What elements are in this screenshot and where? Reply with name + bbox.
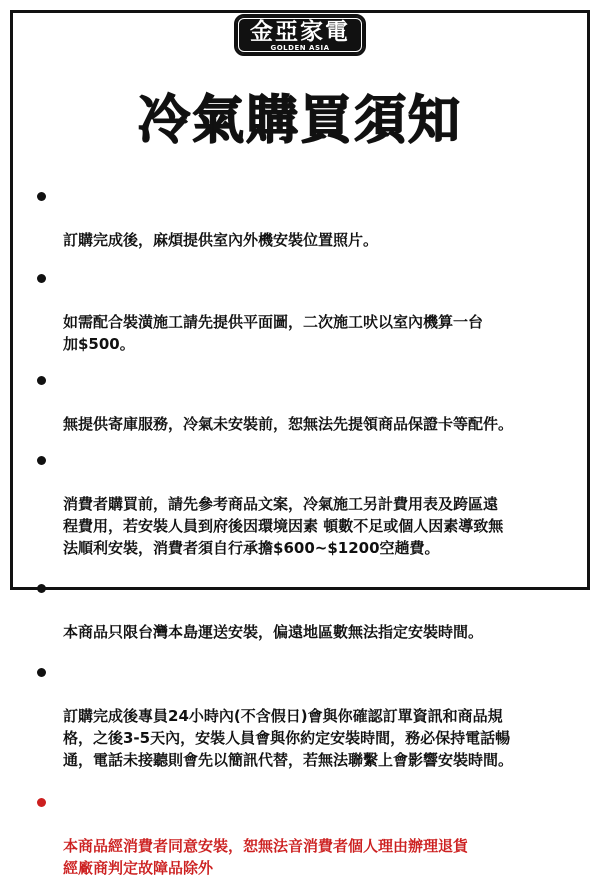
notice-frame — [10, 10, 590, 877]
notice-list — [35, 185, 573, 879]
notice-text: 消費者購買前，請先參考商品文案，冷氣施工另計費用表及跨區遠 程費用，若安裝人員到府後因環境因素 頓數不足或個人因素導致無 法順利安裝，消費者須自行承擔$600~$1200空趟費。 — [63, 495, 504, 557]
bullet-icon — [37, 192, 46, 201]
notice-item-4 — [35, 449, 573, 559]
notice-item-1 — [35, 185, 573, 251]
bullet-icon — [37, 668, 46, 677]
warning-text: 本商品經消費者同意安裝，恕無法音消費者個人理由辦理退貨 經廠商判定故障品除外 — [63, 837, 469, 877]
brand-logo-sub: GOLDEN ASIA — [270, 44, 330, 52]
notice-text: 本商品只限台灣本島運送安裝，偏遠地區數無法指定安裝時間。 — [63, 623, 484, 641]
warning-bullet-icon — [37, 798, 46, 807]
bullet-icon — [37, 456, 46, 465]
bullet-icon — [37, 584, 46, 593]
bullet-icon — [37, 274, 46, 283]
bullet-icon — [37, 376, 46, 385]
notice-text: 訂購完成後專員24小時內(不含假日)會與你確認訂單資訊和商品規 格，之後3-5天內，安裝人員會與你約定安裝時間，務必保持電話暢 通，電話未接聽則會先以簡訊代替，若無法聯繫上會影響安裝時間。 — [63, 707, 514, 769]
notice-item-warning — [35, 791, 573, 879]
brand-logo-main: 金亞家電 — [250, 19, 350, 45]
page-title: 冷氣購買須知 — [137, 91, 462, 151]
brand-logo — [234, 14, 366, 56]
notice-text: 訂購完成後，麻煩提供室內外機安裝位置照片。 — [63, 231, 379, 249]
notice-text: 如需配合裝潢施工請先提供平面圖，二次施工吠以室內機算一台 加$500。 — [63, 313, 484, 353]
notice-item-5 — [35, 577, 573, 643]
notice-item-3 — [35, 369, 573, 435]
notice-item-6 — [35, 661, 573, 771]
notice-text: 無提供寄庫服務，冷氣未安裝前，恕無法先提領商品保證卡等配件。 — [63, 415, 514, 433]
notice-item-2 — [35, 267, 573, 355]
